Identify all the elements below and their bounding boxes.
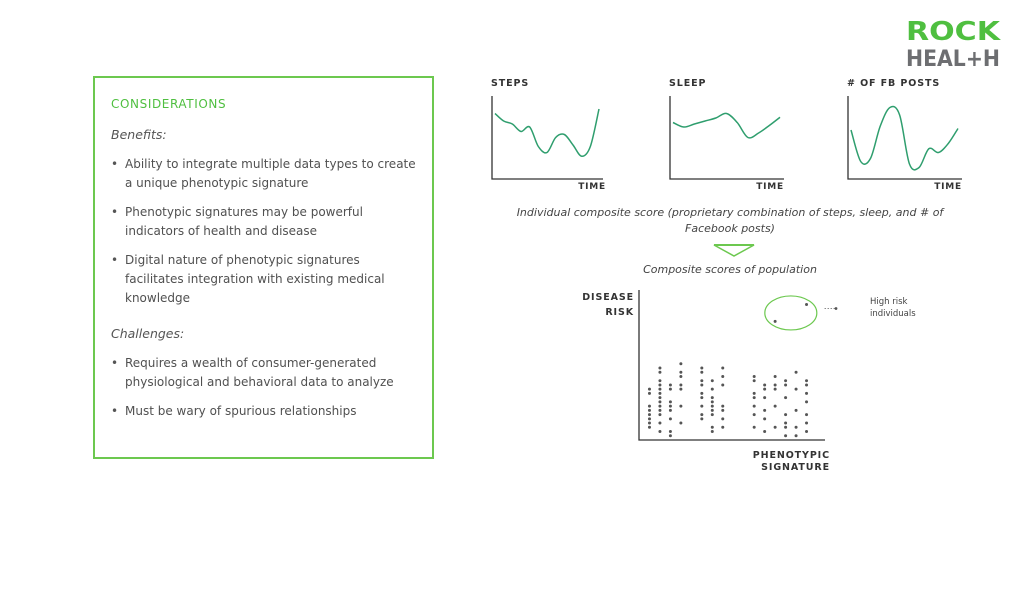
series-line (851, 107, 958, 170)
considerations-title: CONSIDERATIONS (111, 97, 227, 111)
steps-chart-title: STEPS (491, 78, 530, 89)
scatter-point (711, 388, 714, 391)
scatter-point (784, 434, 787, 437)
scatter-point (721, 375, 724, 378)
scatter-point (774, 405, 777, 408)
scatter-point (648, 417, 651, 420)
scatter-point (784, 426, 787, 429)
benefits-list (111, 155, 416, 308)
scatter-point (711, 405, 714, 408)
scatter-point (805, 430, 808, 433)
scatter-point (753, 375, 756, 378)
scatter-point (700, 367, 703, 370)
scatter-point (711, 400, 714, 403)
scatter-point (669, 400, 672, 403)
scatter-point (658, 409, 661, 412)
scatter-point (711, 430, 714, 433)
scatter-point (805, 383, 808, 386)
high-risk-note-line1: High risk (870, 297, 908, 307)
scatter-point (669, 383, 672, 386)
scatter-point (774, 388, 777, 391)
fb-posts-chart (846, 94, 964, 182)
scatter-point (795, 409, 798, 412)
list-item: • Must be wary of spurious relationships (111, 402, 416, 421)
population-scatter-chart (630, 285, 840, 445)
axis-lines (492, 96, 603, 179)
scatter-point (721, 405, 724, 408)
disease-risk-label-line1: DISEASE (582, 292, 634, 303)
scatter-point (679, 362, 682, 365)
scatter-point (805, 400, 808, 403)
challenges-heading: Challenges: (111, 326, 185, 341)
scatter-point (721, 409, 724, 412)
composite-caption: Individual composite score (proprietary combination of steps, sleep, and # of Facebook posts) (516, 206, 944, 235)
scatter-point (669, 405, 672, 408)
scatter-point (648, 409, 651, 412)
scatter-point (700, 417, 703, 420)
scatter-point (679, 383, 682, 386)
scatter-point (700, 392, 703, 395)
high-risk-note (870, 296, 916, 320)
phenotypic-signature-label (735, 450, 830, 474)
scatter-point (658, 388, 661, 391)
scatter-point (679, 422, 682, 425)
scatter-point (753, 405, 756, 408)
sleep-chart-title: SLEEP (669, 78, 707, 89)
scatter-axes (639, 290, 825, 440)
scatter-point (669, 430, 672, 433)
scatter-point (784, 383, 787, 386)
svg-text:HEAL+H: HEAL+H (906, 47, 1000, 68)
scatter-point (700, 371, 703, 374)
svg-text:ROCK: ROCK (906, 18, 1001, 47)
scatter-point (805, 392, 808, 395)
scatter-point (805, 422, 808, 425)
disease-risk-label-line2: RISK (605, 307, 634, 318)
scatter-point (774, 375, 777, 378)
benefits-heading: Benefits: (111, 127, 167, 142)
scatter-point (795, 371, 798, 374)
scatter-point (658, 371, 661, 374)
leader-dot (835, 307, 838, 310)
scatter-point (658, 430, 661, 433)
scatter-point (763, 383, 766, 386)
scatter-point (658, 396, 661, 399)
scatter-point (784, 413, 787, 416)
scatter-point (679, 375, 682, 378)
scatter-point (763, 417, 766, 420)
scatter-point (795, 426, 798, 429)
scatter-point (774, 426, 777, 429)
scatter-point (774, 320, 777, 323)
signature-label-line2: SIGNATURE (761, 462, 830, 473)
list-item: • Phenotypic signatures may be powerful indicators of health and disease (111, 203, 416, 241)
scatter-point (700, 383, 703, 386)
high-risk-circle (765, 296, 817, 330)
scatter-point (669, 434, 672, 437)
down-arrow-icon (713, 244, 755, 258)
scatter-point (658, 413, 661, 416)
list-item: • Digital nature of phenotypic signatures facilitates integration with existing medical knowledge (111, 251, 416, 308)
axis-lines (670, 96, 784, 179)
scatter-point (763, 430, 766, 433)
scatter-point (658, 367, 661, 370)
scatter-point (805, 413, 808, 416)
scatter-point (711, 396, 714, 399)
scatter-point (753, 379, 756, 382)
steps-chart (490, 94, 605, 182)
steps-x-label: TIME (578, 182, 606, 192)
scatter-point (774, 383, 777, 386)
scatter-point (763, 388, 766, 391)
list-item: • Requires a wealth of consumer-generated physiological and behavioral data to analyze (111, 354, 416, 392)
scatter-point (648, 413, 651, 416)
scatter-point (711, 413, 714, 416)
sleep-x-label: TIME (756, 182, 784, 192)
scatter-point (805, 379, 808, 382)
population-caption: Composite scores of population (643, 263, 817, 276)
scatter-point (658, 405, 661, 408)
scatter-point (648, 422, 651, 425)
scatter-point (658, 422, 661, 425)
scatter-point (721, 383, 724, 386)
scatter-point (700, 379, 703, 382)
scatter-point (721, 417, 724, 420)
list-item: • Ability to integrate multiple data types to create a unique phenotypic signature (111, 155, 416, 193)
scatter-point (658, 400, 661, 403)
scatter-point (763, 409, 766, 412)
scatter-point (700, 396, 703, 399)
scatter-point (700, 405, 703, 408)
scatter-point (669, 417, 672, 420)
scatter-point (658, 383, 661, 386)
scatter-point (753, 396, 756, 399)
rock-health-logo (906, 18, 1002, 68)
scatter-point (679, 388, 682, 391)
scatter-point (658, 379, 661, 382)
scatter-point (648, 388, 651, 391)
axis-lines (848, 96, 962, 179)
scatter-point (721, 367, 724, 370)
scatter-point (753, 392, 756, 395)
fb-posts-chart-title: # OF FB POSTS (847, 78, 941, 89)
scatter-point (658, 392, 661, 395)
scatter-point (784, 422, 787, 425)
sleep-chart (668, 94, 786, 182)
scatter-point (753, 426, 756, 429)
scatter-point (700, 413, 703, 416)
scatter-point (795, 434, 798, 437)
high-risk-note-line2: individuals (870, 309, 916, 319)
scatter-point (711, 409, 714, 412)
scatter-point (805, 303, 808, 306)
scatter-point (679, 371, 682, 374)
scatter-point (669, 409, 672, 412)
scatter-point (784, 379, 787, 382)
scatter-point (711, 426, 714, 429)
series-line (673, 113, 780, 138)
scatter-point (679, 405, 682, 408)
scatter-point (711, 379, 714, 382)
challenges-list (111, 354, 416, 421)
scatter-point (721, 426, 724, 429)
scatter-point (648, 426, 651, 429)
fb-posts-x-label: TIME (934, 182, 962, 192)
scatter-point (795, 388, 798, 391)
scatter-point (648, 392, 651, 395)
scatter-point (753, 413, 756, 416)
scatter-point (763, 396, 766, 399)
signature-label-line1: PHENOTYPIC (752, 450, 830, 461)
considerations-panel (93, 76, 434, 459)
scatter-point (648, 405, 651, 408)
disease-risk-label (582, 290, 634, 320)
series-line (495, 109, 599, 156)
scatter-point (669, 388, 672, 391)
scatter-point (784, 396, 787, 399)
